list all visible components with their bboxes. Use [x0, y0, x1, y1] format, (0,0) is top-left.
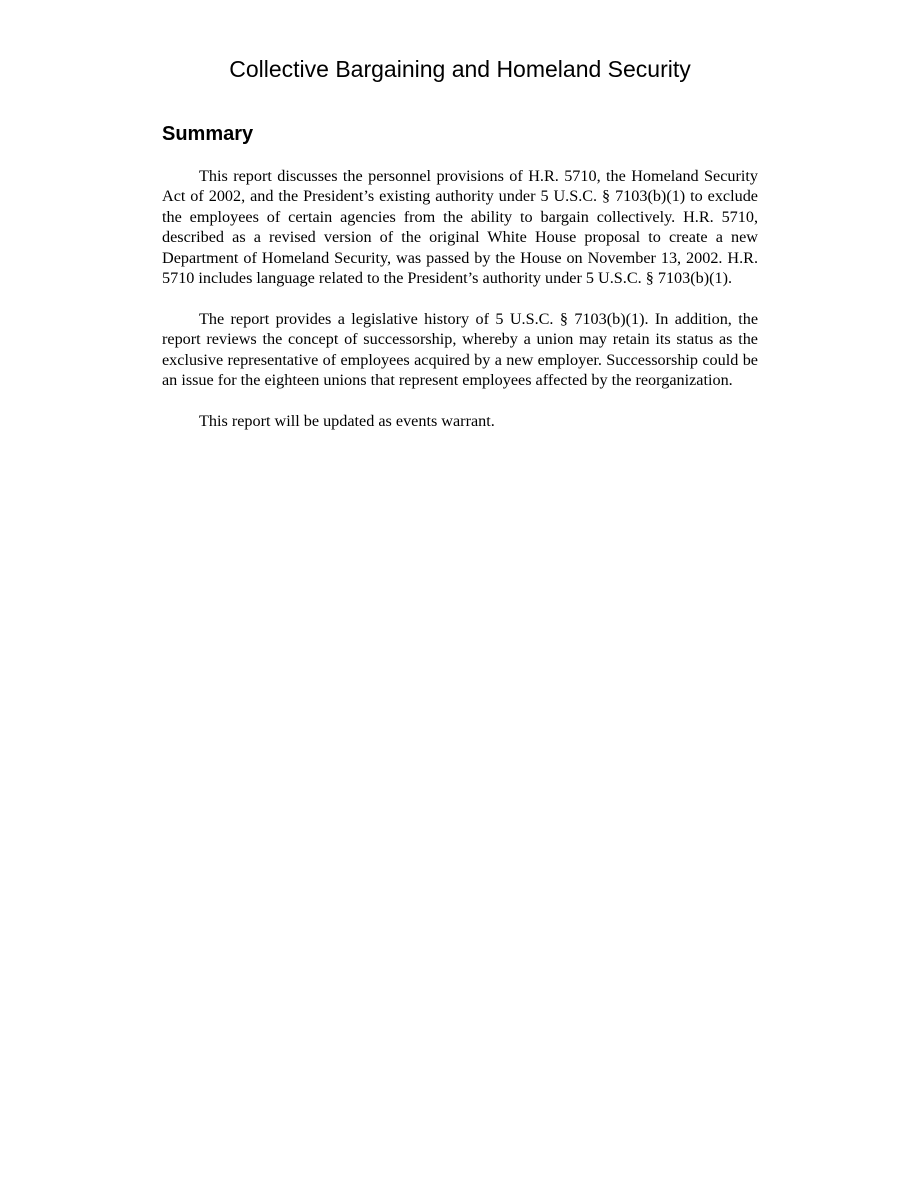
summary-paragraph-3: This report will be updated as events warrant. [199, 411, 495, 430]
summary-paragraph-1: This report discusses the personnel provisions of H.R. 5710, the Homeland Security Act of 2002, and the President’s existing authority under 5 U.S.C. § 7103(b)(1) to exclude the employees of certain agencies from the ability to bargain collectively. H.R. 5710, described as a revised version of the original White House proposal to create a new Department of Homeland Security, was passed by the House on November 13, 2002. H.R. 5710 includes language related to the President’s authority under 5 U.S.C. § 7103(b)(1). [162, 167, 758, 288]
summary-paragraph-2: The report provides a legislative history of 5 U.S.C. § 7103(b)(1). In addition, the report reviews the concept of successorship, whereby a union may retain its status as the exclusive representative of employees acquired by a new employer. Successorship could be an issue for the eighteen unions that represent employees affected by the reorganization. [162, 309, 758, 390]
document-title: Collective Bargaining and Homeland Security [229, 56, 691, 82]
summary-body [162, 166, 758, 452]
section-heading-summary: Summary [162, 123, 254, 145]
